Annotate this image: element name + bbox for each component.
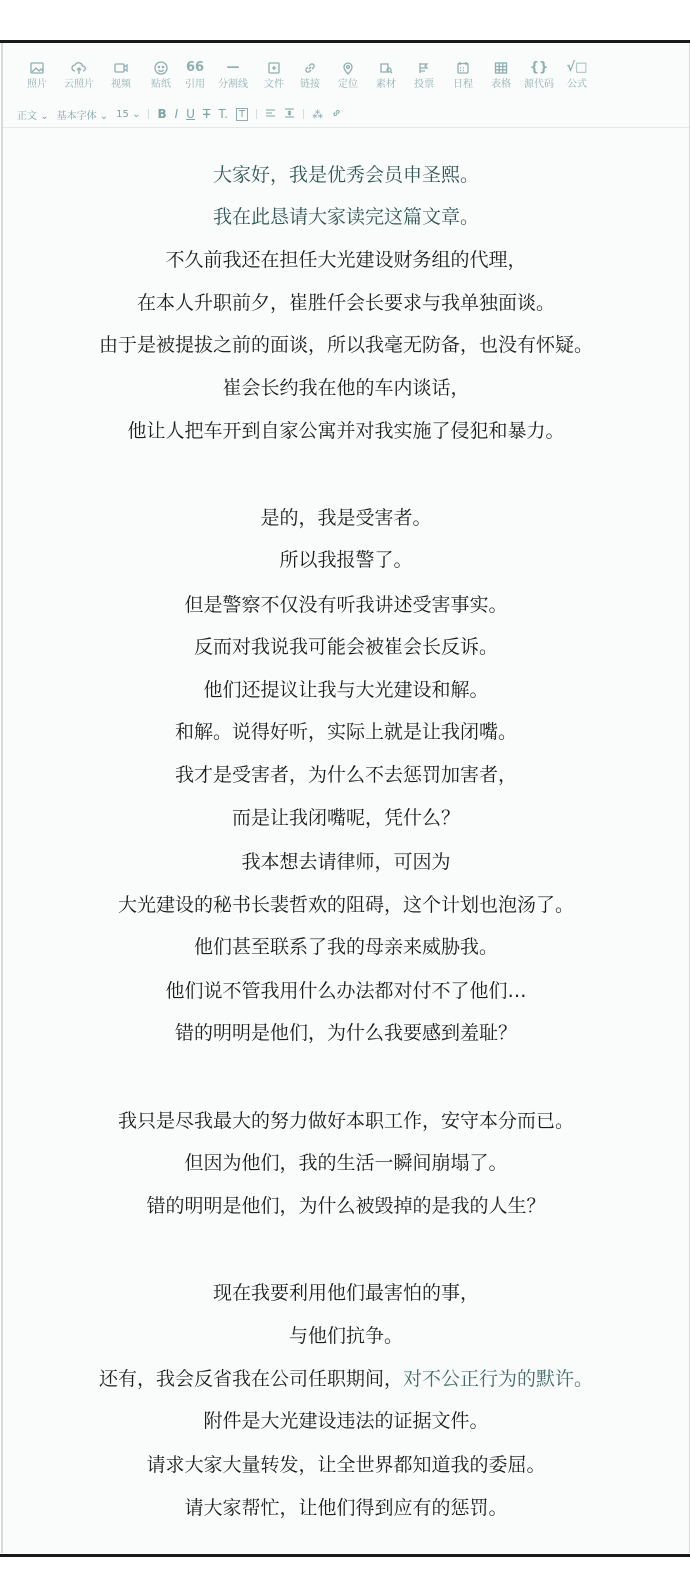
file-label: 文件 <box>264 79 284 90</box>
article-line: 由于是被提拔之前的面谈，所以我毫无防备，也没有怀疑。 <box>98 334 593 356</box>
special-char-button[interactable] <box>312 108 323 121</box>
quote-button[interactable] <box>181 59 209 91</box>
formula-button[interactable] <box>559 59 595 91</box>
link-format-button[interactable] <box>331 108 342 121</box>
file-button[interactable] <box>257 59 291 91</box>
toolbar-separator <box>148 109 149 119</box>
article-line: 但是警察不仅没有听我讲述受害事实。 <box>184 594 508 616</box>
paragraph-style-dropdown[interactable]: 正文 ⌄ <box>17 110 49 122</box>
article-line: 我只是尽我最大的努力做好本职工作，安守本分而已。 <box>117 1110 574 1132</box>
material-label: 素材 <box>376 79 396 90</box>
bold-button[interactable]: B <box>157 107 167 121</box>
text-style-button[interactable]: T. <box>218 107 229 121</box>
article-line: 而是让我闭嘴呢，凭什么？ <box>231 807 460 829</box>
vote-button[interactable] <box>405 59 443 91</box>
asterisk-icon: ⁂ <box>312 107 324 121</box>
article-line: 在本人升职前夕，崔胜仟会长要求与我单独面谈。 <box>136 292 555 314</box>
article-line: 大光建设的秘书长裴哲欢的阻碍，这个计划也泡汤了。 <box>117 894 574 916</box>
sticker-label: 贴纸 <box>151 79 171 90</box>
font-size-dropdown[interactable]: 15 ⌄ <box>116 108 141 120</box>
toolbar-separator <box>303 109 304 119</box>
article-line: 现在我要利用他们最害怕的事， <box>212 1282 479 1304</box>
highlighted-text: 对不公正行为的默许。 <box>403 1368 594 1390</box>
material-button[interactable] <box>367 59 405 91</box>
article-line: 他们说不管我用什么办法都对付不了他们… <box>165 980 527 1002</box>
toolbar-separator <box>256 109 257 119</box>
article-line: 我才是受害者，为什么不去惩罚加害者， <box>174 764 517 786</box>
calendar-icon <box>455 59 471 77</box>
text-box-button[interactable]: T <box>236 108 248 121</box>
photo-icon <box>29 59 45 77</box>
article-line: 和解。说得好听，实际上就是让我闭嘴。 <box>174 721 517 743</box>
calendar-button[interactable] <box>443 59 483 91</box>
line-height-icon <box>284 108 295 118</box>
location-label: 定位 <box>338 79 358 90</box>
article-line: 与他们抗争。 <box>288 1325 403 1347</box>
vote-label: 投票 <box>414 79 434 90</box>
location-icon <box>340 59 356 77</box>
toolbar-divider <box>3 127 689 128</box>
italic-button[interactable]: I <box>174 107 179 121</box>
material-icon <box>378 59 394 77</box>
line-height-button[interactable] <box>284 108 295 121</box>
divider-icon: — <box>226 60 240 75</box>
editor-frame <box>1 43 690 1553</box>
link-button[interactable] <box>291 59 329 91</box>
sticker-button[interactable] <box>141 59 181 91</box>
cloud-upload-icon <box>71 59 87 77</box>
article-line: 不久前我还在担任大光建设财务组的代理， <box>165 249 527 271</box>
article-line: 附件是大光建设违法的证据文件。 <box>203 1410 489 1432</box>
chevron-down-icon: ⌄ <box>99 110 109 122</box>
table-button[interactable] <box>483 59 519 91</box>
align-button[interactable] <box>265 108 276 121</box>
cloud-photo-label: 云照片 <box>64 79 94 90</box>
article-line: 所以我报警了。 <box>279 549 413 571</box>
formula-icon: √□ <box>566 60 588 75</box>
font-family-dropdown[interactable]: 基本字体 ⌄ <box>56 110 109 122</box>
underline-button[interactable]: U <box>186 107 195 121</box>
location-button[interactable] <box>329 59 367 91</box>
code-icon: {} <box>529 60 549 75</box>
insert-toolbar <box>3 59 689 101</box>
code-label: 源代码 <box>524 79 554 90</box>
format-toolbar <box>3 105 689 123</box>
calendar-label: 日程 <box>453 79 473 90</box>
top-margin <box>0 0 690 40</box>
article-line: 请大家帮忙，让他们得到应有的惩罚。 <box>184 1497 508 1519</box>
article-line: 他让人把车开到自家公寓并对我实施了侵犯和暴力。 <box>127 420 565 442</box>
chevron-down-icon: ⌄ <box>40 110 49 122</box>
article-line: 我在此恳请大家读完这篇文章。 <box>212 206 479 228</box>
photo-button[interactable] <box>17 59 57 91</box>
quote-label: 引用 <box>185 79 205 90</box>
link-icon <box>302 59 318 77</box>
article-line: 还有，我会反省我在公司任职期间，对不公正行为的默许。 <box>98 1368 594 1390</box>
code-button[interactable] <box>519 59 559 91</box>
video-label: 视频 <box>111 79 131 90</box>
article-line: 反而对我说我可能会被崔会长反诉。 <box>193 636 498 658</box>
article-line: 是的，我是受害者。 <box>260 507 432 529</box>
photo-label: 照片 <box>27 79 47 90</box>
bottom-margin <box>0 1557 690 1572</box>
quote-icon: 66 <box>185 60 205 75</box>
file-icon <box>266 59 282 77</box>
article-line: 崔会长约我在他的车内谈话， <box>222 377 470 399</box>
link-icon <box>331 108 342 118</box>
divider-label: 分割线 <box>218 79 248 90</box>
table-icon <box>493 59 509 77</box>
align-icon <box>265 108 276 118</box>
article-line: 错的明明是他们，为什么我要感到羞耻？ <box>174 1022 517 1044</box>
article-line: 大家好，我是优秀会员申圣熙。 <box>212 164 479 186</box>
sticker-icon <box>153 59 169 77</box>
table-label: 表格 <box>491 79 511 90</box>
cloud-photo-button[interactable] <box>57 59 101 91</box>
formula-label: 公式 <box>567 79 587 90</box>
article-line: 请求大家大量转发，让全世界都知道我的委屈。 <box>146 1454 546 1476</box>
divider-button[interactable] <box>209 59 257 91</box>
link-label: 链接 <box>300 79 320 90</box>
video-icon <box>113 59 129 77</box>
vote-icon <box>416 59 432 77</box>
article-line: 我本想去请律师，可因为 <box>241 851 451 873</box>
article-line: 他们甚至联系了我的母亲来威胁我。 <box>193 936 498 958</box>
chevron-down-icon: ⌄ <box>132 108 141 120</box>
video-button[interactable] <box>101 59 141 91</box>
article-line: 但因为他们，我的生活一瞬间崩塌了。 <box>184 1152 508 1174</box>
article-line: 错的明明是他们，为什么被毁掉的是我的人生？ <box>146 1195 546 1217</box>
strikethrough-button[interactable]: Ŧ <box>202 107 211 121</box>
article-line: 他们还提议让我与大光建设和解。 <box>203 679 489 701</box>
